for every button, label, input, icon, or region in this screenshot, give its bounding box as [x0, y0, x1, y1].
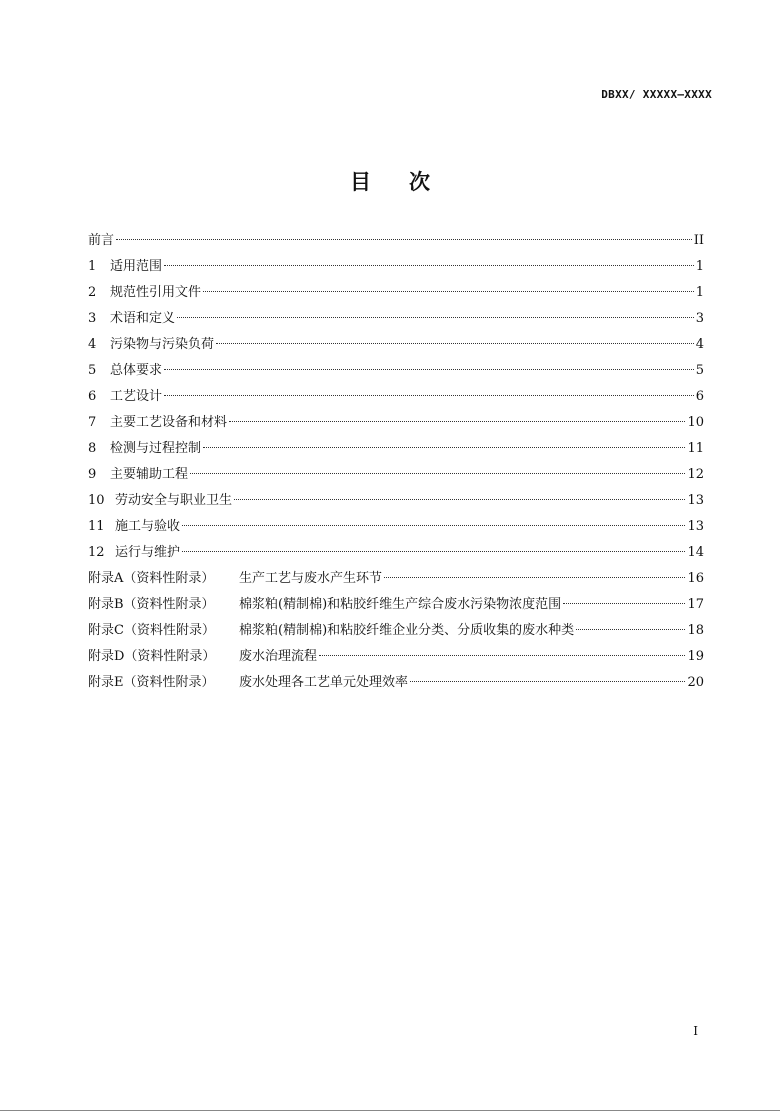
toc-leader-dots	[216, 343, 694, 344]
toc-leader-dots	[177, 317, 694, 318]
toc-appendix-prefix: 附录C（资料性附录）	[88, 623, 215, 638]
toc-leader-dots	[164, 369, 694, 370]
toc-entry-label: 术语和定义	[110, 311, 176, 326]
toc-appendix-prefix: 附录B（资料性附录）	[88, 597, 215, 612]
toc-appendix-entry[interactable]	[88, 592, 704, 618]
toc-entry[interactable]	[88, 540, 704, 566]
page-bottom-divider	[0, 1110, 780, 1111]
toc-leader-dots	[384, 577, 685, 578]
toc-leader-dots	[182, 551, 685, 552]
toc-entry-page: 13	[687, 519, 704, 534]
toc-entry-number: 7	[88, 415, 97, 430]
toc-appendix-entry[interactable]	[88, 670, 704, 696]
toc-entry-number: 5	[88, 363, 97, 378]
toc-entry-number: 8	[88, 441, 97, 456]
toc-entry-label: 检测与过程控制	[110, 441, 202, 456]
toc-entry-page: 1	[695, 285, 704, 300]
toc-appendix-prefix: 附录D（资料性附录）	[88, 649, 216, 664]
toc-entry-label: 主要工艺设备和材料	[110, 415, 228, 430]
toc-entry-label: 运行与维护	[115, 545, 181, 560]
toc-entry-number: 9	[88, 467, 97, 482]
toc-appendix-prefix: 附录A（资料性附录）	[88, 571, 215, 586]
toc-entry-label: 生产工艺与废水产生环节	[239, 571, 383, 586]
toc-appendix-entry[interactable]	[88, 566, 704, 592]
toc-appendix-entry[interactable]	[88, 644, 704, 670]
toc-entry[interactable]	[88, 358, 704, 384]
toc-entry[interactable]	[88, 280, 704, 306]
toc-entry-page: 13	[687, 493, 704, 508]
toc-entry-page: 11	[687, 441, 704, 456]
toc-entry-label: 规范性引用文件	[110, 285, 202, 300]
toc-entry-number: 10	[88, 493, 105, 508]
toc-entry-label: 劳动安全与职业卫生	[115, 493, 233, 508]
toc-title	[0, 166, 780, 196]
toc-entry-number: 3	[88, 311, 97, 326]
toc-entry-page: 14	[687, 545, 704, 560]
toc-leader-dots	[164, 265, 694, 266]
toc-entry-page: 12	[687, 467, 704, 482]
toc-entry-number: 2	[88, 285, 97, 300]
toc-entry[interactable]	[88, 332, 704, 358]
toc-entry-label: 废水治理流程	[239, 649, 318, 664]
toc-entry[interactable]	[88, 462, 704, 488]
toc-entry-label: 棉浆粕(精制棉)和粘胶纤维生产综合废水污染物浓度范围	[239, 597, 562, 612]
toc-entry-label: 污染物与污染负荷	[110, 337, 215, 352]
toc-leader-dots	[319, 655, 685, 656]
toc-leader-dots	[203, 447, 685, 448]
toc-entry-page: 3	[695, 311, 704, 326]
toc-appendix-entry[interactable]	[88, 618, 704, 644]
toc-entry-page: 16	[687, 571, 704, 586]
toc-appendix-prefix: 附录E（资料性附录）	[88, 675, 215, 690]
toc-entry[interactable]	[88, 384, 704, 410]
toc-entry-label: 废水处理各工艺单元处理效率	[239, 675, 409, 690]
toc-entry-page: 1	[695, 259, 704, 274]
toc-entry-label: 棉浆粕(精制棉)和粘胶纤维企业分类、分质收集的废水种类	[239, 623, 575, 638]
toc-entry-page: 5	[695, 363, 704, 378]
toc-entry[interactable]	[88, 436, 704, 462]
toc-entry-page: 19	[687, 649, 704, 664]
toc-leader-dots	[182, 525, 685, 526]
toc-entry-label: 前言	[88, 233, 115, 248]
toc-title-part2: 次	[409, 169, 430, 194]
toc-entry-page: 17	[687, 597, 704, 612]
toc-leader-dots	[563, 603, 685, 604]
footer-page-number: I	[693, 1024, 698, 1038]
toc-entry-label: 主要辅助工程	[110, 467, 189, 482]
toc-entry-page: II	[693, 233, 704, 248]
toc-leader-dots	[190, 473, 685, 474]
document-code: DBXX/ XXXXX—XXXX	[601, 88, 712, 101]
toc-entry-number: 6	[88, 389, 97, 404]
toc-entry-label: 总体要求	[110, 363, 163, 378]
toc-entry-foreword[interactable]	[88, 228, 704, 254]
toc-leader-dots	[234, 499, 685, 500]
toc-entry-page: 20	[687, 675, 704, 690]
toc-leader-dots	[116, 239, 692, 240]
toc-entry-page: 10	[687, 415, 704, 430]
toc-entry-label: 适用范围	[110, 259, 163, 274]
toc-leader-dots	[410, 681, 685, 682]
toc-entry-page: 6	[695, 389, 704, 404]
toc-entry-page: 18	[687, 623, 704, 638]
toc-title-part1: 目	[350, 169, 371, 194]
toc-entry[interactable]	[88, 488, 704, 514]
table-of-contents	[88, 228, 704, 696]
toc-entry[interactable]	[88, 254, 704, 280]
toc-entry-number: 1	[88, 259, 97, 274]
toc-leader-dots	[229, 421, 685, 422]
toc-entry-number: 4	[88, 337, 97, 352]
toc-entry-label: 工艺设计	[110, 389, 163, 404]
toc-leader-dots	[164, 395, 694, 396]
toc-leader-dots	[576, 629, 685, 630]
toc-entry-label: 施工与验收	[115, 519, 181, 534]
toc-leader-dots	[203, 291, 694, 292]
toc-entry[interactable]	[88, 410, 704, 436]
toc-entry[interactable]	[88, 514, 704, 540]
toc-entry[interactable]	[88, 306, 704, 332]
toc-entry-page: 4	[695, 337, 704, 352]
toc-entry-number: 11	[88, 519, 105, 534]
toc-entry-number: 12	[88, 545, 105, 560]
